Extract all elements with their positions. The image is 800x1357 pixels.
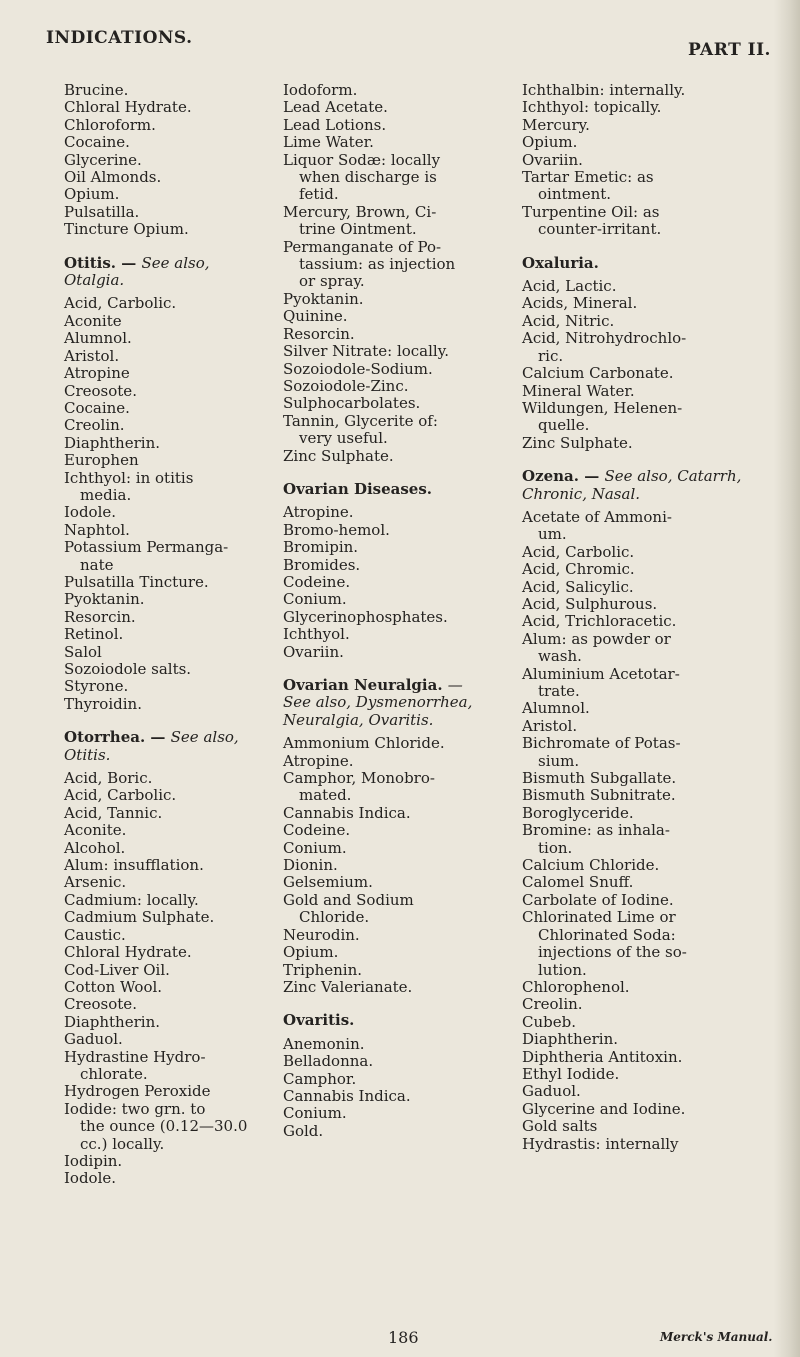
remedy-entry: Ichthyol: in otitis [64,468,194,487]
remedy-entry: Permanganate of Po- [283,237,442,256]
remedy-entry: Caustic. [64,925,126,944]
remedy-entry: tassium: as injection [299,255,456,274]
remedy-entry: ric. [538,346,564,365]
remedy-entry: chlorate. [80,1064,148,1083]
remedy-entry: Creolin. [522,995,583,1014]
remedy-entry: Aconite [64,311,122,330]
remedy-entry: Diaphtherin. [64,433,160,452]
remedy-entry: fetid. [299,185,339,204]
remedy-entry: Styrone. [64,677,129,696]
remedy-entry: Zinc Sulphate. [283,446,394,465]
running-head-right: PART II. [688,40,771,60]
section-heading [64,729,274,764]
remedy-entry: Creosote. [64,995,137,1014]
remedy-entry: Ethyl Iodide. [522,1064,620,1083]
remedy-entry: Atropine [64,364,130,383]
remedy-entry: Acid, Chromic. [522,560,635,579]
remedy-entry: Brucine. [64,81,129,99]
remedy-entry: Bromides. [283,555,361,574]
remedy-entry: Lead Lotions. [283,115,387,134]
heading-title: Oxaluria. [522,253,599,272]
remedy-entry: Ovariin. [283,642,344,661]
remedy-entry: Bichromate of Potas- [522,734,681,753]
remedy-entry: Sozoiodole-Zinc. [283,376,409,395]
remedy-entry: Naphtol. [64,520,130,539]
remedy-entry: Salol [64,642,102,661]
remedy-entry: Cocaine. [64,398,130,417]
remedy-entry: when discharge is [299,168,437,187]
remedy-entry: Gold. [283,1121,324,1140]
remedy-entry: Ammonium Chloride. [283,734,445,753]
remedy-entry: Creolin. [64,416,125,435]
remedy-entry: Chlorinated Lime or [522,908,676,927]
remedy-entry: Acids, Mineral. [522,294,638,313]
remedy-entry: Diphtheria Antitoxin. [522,1047,683,1066]
remedy-entry: Opium. [64,185,120,204]
remedy-entry: Iodide: two grn. to [64,1099,206,1118]
remedy-entry: Diaphtherin. [64,1012,160,1031]
remedy-entry: Pyoktanin. [64,590,145,609]
remedy-entry: tion. [538,838,573,857]
remedy-entry: Zinc Valerianate. [283,977,413,996]
remedy-entry: Silver Nitrate: locally. [283,342,449,361]
remedy-entry: Cod-Liver Oil. [64,960,170,979]
remedy-entry: Chloroform. [64,115,156,134]
heading-title: Ozena. — [522,467,600,486]
remedy-entry: Cadmium: locally. [64,890,199,909]
remedy-entry: Neurodin. [283,925,360,944]
remedy-entry: or spray. [299,272,365,291]
remedy-entry: Zinc Sulphate. [522,433,633,452]
remedy-entry: Thyroidin. [64,694,142,713]
remedy-entry: very useful. [299,429,388,448]
section-heading [283,1012,488,1029]
remedy-entry: Gold and Sodium [283,890,414,909]
see-also-reference: See also, Otitis. [64,728,239,764]
remedy-entry: media. [80,485,132,504]
remedy-entry: Turpentine Oil: as [522,202,660,221]
remedy-entry: Acetate of Ammoni- [522,507,672,526]
remedy-entry: Iodoform. [283,81,358,99]
remedy-entry: Chloral Hydrate. [64,98,192,117]
remedy-entry: Ichthyol. [283,625,350,644]
remedy-entry: Glycerine and Iodine. [522,1099,686,1118]
heading-title: Otitis. — [64,253,137,272]
remedy-entry: Tincture Opium. [64,220,189,239]
remedy-entry: Bismuth Subgallate. [522,769,677,788]
page-edge [774,0,800,1357]
publisher-imprint: Merck's Manual. [660,1330,773,1344]
remedy-entry: Oil Almonds. [64,168,162,187]
remedy-entry: Alum: insufflation. [64,856,204,875]
remedy-entry: Alumnol. [64,329,132,348]
remedy-entry: Glycerinophosphates. [283,607,448,626]
remedy-entry: Bismuth Subnitrate. [522,786,676,805]
remedy-entry: Chlorinated Soda: [538,925,676,944]
remedy-entry: Atropine. [283,751,354,770]
remedy-entry: counter-irritant. [538,220,662,239]
remedy-entry: Bromine: as inhala- [522,821,670,840]
remedy-entry: Cubeb. [522,1012,576,1031]
remedy-entry: trine Ointment. [299,220,417,239]
remedy-entry: Hydrogen Peroxide [64,1082,211,1101]
remedy-entry: Pulsatilla. [64,202,140,221]
remedy-entry: Gelsemium. [283,873,373,892]
remedy-entry: lution. [538,960,587,979]
remedy-entry: Calomel Snuff. [522,873,634,892]
remedy-entry: Sozoiodole-Sodium. [283,359,433,378]
remedy-entry: Bromipin. [283,538,359,557]
remedy-entry: Acid, Salicylic. [522,577,634,596]
remedy-entry: Aristol. [522,716,578,735]
remedy-entry: Acid, Carbolic. [522,542,635,561]
remedy-entry: Diaphtherin. [522,1030,618,1049]
remedy-entry: Conium. [283,1104,347,1123]
heading-title: Ovaritis. [283,1011,355,1030]
remedy-entry: Aluminium Acetotar- [522,664,680,683]
remedy-entry: Ichthyol: topically. [522,98,662,117]
remedy-entry: nate [80,555,114,574]
remedy-entry: wash. [538,647,582,666]
remedy-entry: cc.) locally. [80,1134,165,1153]
remedy-entry: Cannabis Indica. [283,1086,411,1105]
remedy-entry: Acid, Boric. [64,769,153,788]
remedy-entry: Carbolate of Iodine. [522,890,674,909]
section-heading [522,255,762,272]
remedy-entry: Tannin, Glycerite of: [283,411,438,430]
remedy-entry: Hydrastine Hydro- [64,1047,206,1066]
section-heading [283,481,488,498]
remedy-entry: the ounce (0.12—30.0 [80,1117,248,1136]
remedy-entry: Resorcin. [64,607,136,626]
remedy-entry: Acid, Nitrohydrochlo- [522,329,687,348]
remedy-entry: Boroglyceride. [522,803,634,822]
remedy-entry: Mercury, Brown, Ci- [283,202,437,221]
remedy-entry: Mineral Water. [522,381,635,400]
remedy-entry: trate. [538,682,580,700]
section-heading [522,468,762,503]
heading-title: Otorrhea. — [64,728,166,747]
remedy-entry: Hydrastis: internally [522,1134,679,1153]
section-heading [64,255,274,290]
see-also-reference: See also, Otalgia. [64,253,210,290]
remedy-entry: Aristol. [64,346,120,365]
remedy-entry: injections of the so- [538,943,687,962]
remedy-entry: Sozoiodole salts. [64,660,192,678]
remedy-entry: Chloral Hydrate. [64,943,192,962]
remedy-entry: Chlorophenol. [522,977,630,996]
column-2 [283,82,488,1140]
remedy-entry: Gold salts [522,1117,598,1136]
remedy-entry: Acid, Carbolic. [64,786,177,805]
remedy-entry: Codeine. [283,821,351,840]
remedy-entry: Acid, Nitric. [522,311,615,330]
remedy-entry: Pulsatilla Tincture. [64,572,209,591]
remedy-entry: Sulphocarbolates. [283,394,421,413]
remedy-entry: Iodole. [64,503,117,522]
remedy-entry: Acid, Carbolic. [64,294,177,313]
remedy-entry: Tartar Emetic: as [522,168,654,187]
remedy-entry: Pyoktanin. [283,289,364,308]
running-head-left: INDICATIONS. [46,28,193,48]
column-3 [522,82,762,1153]
remedy-entry: sium. [538,751,580,770]
remedy-entry: Alumnol. [522,699,590,718]
remedy-entry: Lime Water. [283,133,374,152]
page-number: 186 [388,1328,419,1347]
remedy-entry: Ovariin. [522,150,583,169]
column-1 [64,82,274,1188]
remedy-entry: Aconite. [64,821,127,840]
remedy-entry: Ichthalbin: internally. [522,81,686,99]
remedy-entry: Cannabis Indica. [283,803,411,822]
remedy-entry: Dionin. [283,856,338,875]
remedy-entry: Arsenic. [64,873,127,892]
remedy-entry: Acid, Sulphurous. [522,594,658,613]
see-also-reference: — See also, Dysmenorrhea, Neuralgia, Ovaritis. [283,676,473,729]
heading-title: Ovarian Diseases. [283,479,433,498]
remedy-entry: Anemonin. [283,1034,365,1053]
remedy-entry: Bromo-hemol. [283,520,390,539]
remedy-entry: Gaduol. [522,1082,581,1101]
remedy-entry: Acid, Tannic. [64,803,163,822]
remedy-entry: Atropine. [283,503,354,522]
remedy-entry: Calcium Chloride. [522,856,660,875]
remedy-entry: Acid, Lactic. [522,277,617,296]
remedy-entry: Calcium Carbonate. [522,364,674,383]
remedy-entry: Opium. [283,943,339,962]
remedy-entry: Alum: as powder or [522,629,671,648]
remedy-entry: ointment. [538,185,612,204]
remedy-entry: Creosote. [64,381,137,400]
remedy-entry: Retinol. [64,625,124,644]
remedy-entry: Cocaine. [64,133,130,152]
remedy-entry: Iodipin. [64,1151,123,1170]
remedy-entry: Cadmium Sulphate. [64,908,215,927]
see-also-reference: See also, Catarrh, Chronic, Nasal. [522,467,742,503]
remedy-entry: Acid, Trichloracetic. [522,612,677,631]
remedy-entry: Gaduol. [64,1030,123,1049]
remedy-entry: Codeine. [283,572,351,591]
remedy-entry: Potassium Permanga- [64,538,229,557]
remedy-entry: mated. [299,786,352,805]
remedy-entry: Chloride. [299,908,370,927]
remedy-entry: Camphor. [283,1069,357,1088]
remedy-entry: Triphenin. [283,960,362,979]
remedy-entry: Glycerine. [64,150,142,169]
remedy-entry: Iodole. [64,1169,117,1188]
remedy-entry: Quinine. [283,307,348,326]
remedy-entry: quelle. [538,416,590,435]
remedy-entry: Mercury. [522,115,590,134]
remedy-entry: Alcohol. [64,838,126,857]
heading-title: Ovarian Neuralgia. [283,676,443,694]
remedy-entry: Opium. [522,133,578,152]
remedy-entry: Wildungen, Helenen- [522,398,683,417]
remedy-entry: Conium. [283,590,347,609]
remedy-entry: um. [538,525,567,544]
remedy-entry: Resorcin. [283,324,355,343]
remedy-entry: Europhen [64,451,139,470]
section-heading [283,677,488,729]
remedy-entry: Cotton Wool. [64,977,163,996]
remedy-entry: Camphor, Monobro- [283,769,435,788]
remedy-entry: Liquor Sodæ: locally [283,150,441,169]
remedy-entry: Lead Acetate. [283,98,388,117]
remedy-entry: Belladonna. [283,1052,374,1071]
remedy-entry: Conium. [283,838,347,857]
